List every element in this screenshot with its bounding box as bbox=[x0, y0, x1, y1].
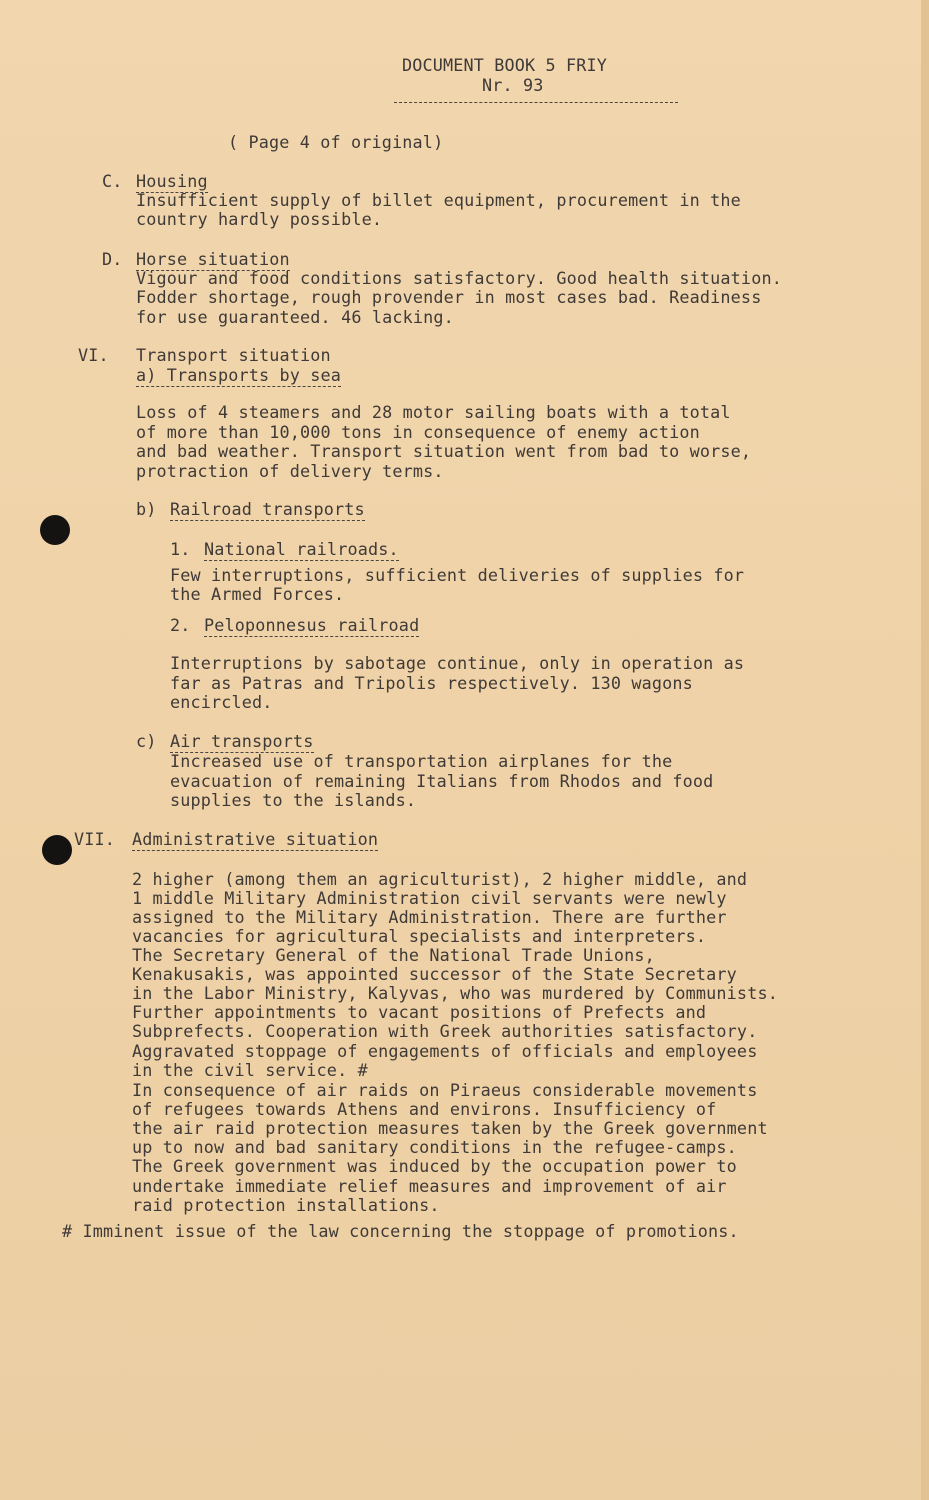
horse-line: Fodder shortage, rough provender in most cases bad. Readiness bbox=[136, 287, 762, 307]
section-vii-label: VII. bbox=[74, 829, 116, 849]
peloponnesus-rail-label: 2. bbox=[170, 615, 191, 635]
air-line: supplies to the islands. bbox=[170, 790, 417, 810]
admin-line: The Greek government was induced by the occupation power to bbox=[132, 1156, 737, 1176]
national-rail-label: 1. bbox=[170, 539, 191, 559]
air-line: evacuation of remaining Italians from Rhodos and food bbox=[170, 771, 714, 791]
admin-line: raid protection installations. bbox=[132, 1195, 440, 1215]
admin-line: undertake immediate relief measures and improvement of air bbox=[132, 1176, 727, 1196]
national-rail-line: Few interruptions, sufficient deliveries of supplies for bbox=[170, 565, 745, 585]
sea-line: Loss of 4 steamers and 28 motor sailing boats with a total bbox=[136, 402, 731, 422]
admin-line: in the Labor Ministry, Kalyvas, who was murdered by Communists. bbox=[132, 983, 778, 1003]
punch-hole bbox=[42, 835, 72, 865]
sea-line: protraction of delivery terms. bbox=[136, 461, 444, 481]
admin-line: Further appointments to vacant positions of Prefects and bbox=[132, 1002, 707, 1022]
section-d-title: Horse situation bbox=[136, 250, 290, 271]
admin-line: up to now and bad sanitary conditions in the refugee-camps. bbox=[132, 1137, 737, 1157]
punch-hole bbox=[40, 515, 70, 545]
rail-label: b) bbox=[136, 499, 157, 519]
peloponnesus-line: Interruptions by sabotage continue, only in operation as bbox=[170, 653, 745, 673]
admin-line: Kenakusakis, was appointed successor of the State Secretary bbox=[132, 964, 737, 984]
section-d-label: D. bbox=[102, 249, 123, 269]
admin-line: vacancies for agricultural specialists and interpreters. bbox=[132, 926, 707, 946]
admin-line: the air raid protection measures taken by the Greek government bbox=[132, 1118, 768, 1138]
peloponnesus-line: far as Patras and Tripolis respectively. 130 wagons bbox=[170, 673, 693, 693]
admin-line: 2 higher (among them an agriculturist), 2 higher middle, and bbox=[132, 869, 748, 889]
rail-title: Railroad transports bbox=[170, 500, 365, 521]
national-rail-title: National railroads. bbox=[204, 540, 399, 561]
horse-line: for use guaranteed. 46 lacking. bbox=[136, 307, 454, 327]
admin-line: of refugees towards Athens and environs. Insufficiency of bbox=[132, 1099, 717, 1119]
admin-line: The Secretary General of the National Trade Unions, bbox=[132, 945, 655, 965]
sea-line: and bad weather. Transport situation went from bad to worse, bbox=[136, 441, 752, 461]
national-rail-line: the Armed Forces. bbox=[170, 584, 345, 604]
peloponnesus-line: encircled. bbox=[170, 692, 273, 712]
section-vii-title: Administrative situation bbox=[132, 830, 378, 851]
section-vi-label: VI. bbox=[78, 345, 109, 365]
admin-line: assigned to the Military Administration. There are further bbox=[132, 907, 727, 927]
horse-line: Vigour and food conditions satisfactory. Good health situation. bbox=[136, 268, 782, 288]
admin-line: in the civil service. # bbox=[132, 1060, 368, 1080]
air-title: Air transports bbox=[170, 732, 314, 753]
housing-line: Insufficient supply of billet equipment, procurement in the bbox=[136, 190, 741, 210]
admin-line: In consequence of air raids on Piraeus considerable movements bbox=[132, 1080, 758, 1100]
page-reference: ( Page 4 of original) bbox=[228, 132, 444, 152]
admin-line: 1 middle Military Administration civil servants were newly bbox=[132, 888, 727, 908]
admin-line: Subprefects. Cooperation with Greek authorities satisfactory. bbox=[132, 1021, 758, 1041]
section-c-title: Housing bbox=[136, 172, 208, 193]
sea-line: of more than 10,000 tons in consequence of enemy action bbox=[136, 422, 700, 442]
footnote: # Imminent issue of the law concerning the stoppage of promotions. bbox=[62, 1221, 739, 1241]
peloponnesus-rail-title: Peloponnesus railroad bbox=[204, 616, 419, 637]
section-c-label: C. bbox=[102, 171, 123, 191]
header-rule bbox=[394, 102, 678, 103]
admin-line: Aggravated stoppage of engagements of officials and employees bbox=[132, 1041, 758, 1061]
document-number: Nr. 93 bbox=[482, 75, 544, 95]
transport-sea-title: a) Transports by sea bbox=[136, 366, 341, 387]
page-edge bbox=[921, 0, 929, 1500]
air-label: c) bbox=[136, 731, 157, 751]
housing-line: country hardly possible. bbox=[136, 209, 383, 229]
document-book-title: DOCUMENT BOOK 5 FRIY bbox=[402, 55, 608, 75]
section-vi-title: Transport situation bbox=[136, 345, 331, 365]
air-line: Increased use of transportation airplanes for the bbox=[170, 751, 673, 771]
